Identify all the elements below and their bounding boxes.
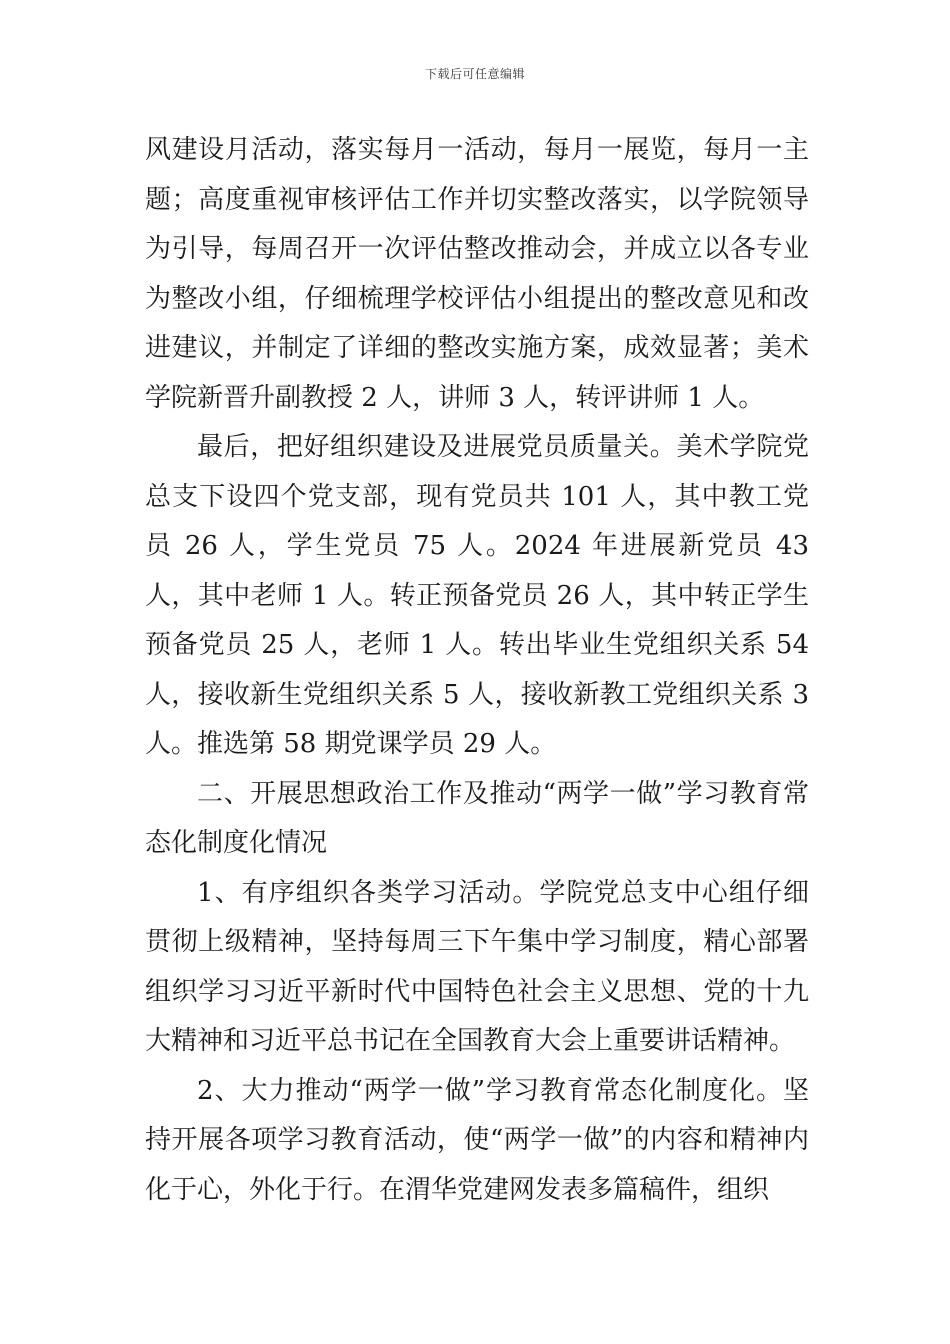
paragraph-4: 2、大力推动“两学一做”学习教育常态化制度化。坚持开展各项学习教育活动，使“两学一做”的内容和精神内化于心，外化于行。在渭华党建网发表多篇稿件，组织 <box>145 1075 809 1205</box>
page-header: 下载后可任意编辑 <box>424 67 525 81</box>
paragraph-3: 1、有序组织各类学习活动。学院党总支中心组仔细贯彻上级精神，坚持每周三下午集中学习制度，精心部署组织学习习近平新时代中国特色社会主义思想、党的十九大精神和习近平总书记在全国教育大会上重要讲话精神。 <box>145 877 809 1056</box>
paragraph-1: 风建设月活动，落实每月一活动，每月一展览，每月一主题；高度重视审核评估工作并切实整改落实，以学院领导为引导，每周召开一次评估整改推动会，并成立以各专业为整改小组，仔细梳理学校评估小组提出的整改意见和改进建议，并制定了详细的整改实施方案，成效显著；美术学院新晋升副教授 2 人，讲师 3 人，转评讲师 1 人。 <box>145 135 809 413</box>
paragraph-2: 最后，把好组织建设及进展党员质量关。美术学院党总支下设四个党支部，现有党员共 101 人，其中教工党员 26 人，学生党员 75 人。2024 年进展新党员 43 人，其中老师 1 人。转正预备党员 26 人，其中转正学生预备党员 25 人，老师 1 人。转出毕业生党组织关系 54 人，接收新生党组织关系 5 人，接收新教工党组织关系 3 人。推选第 58 期党课学员 29 人。 <box>145 432 809 759</box>
section-heading-2: 二、开展思想政治工作及推动“两学一做”学习教育常态化制度化情况 <box>145 778 809 858</box>
document-body <box>145 126 809 1215</box>
